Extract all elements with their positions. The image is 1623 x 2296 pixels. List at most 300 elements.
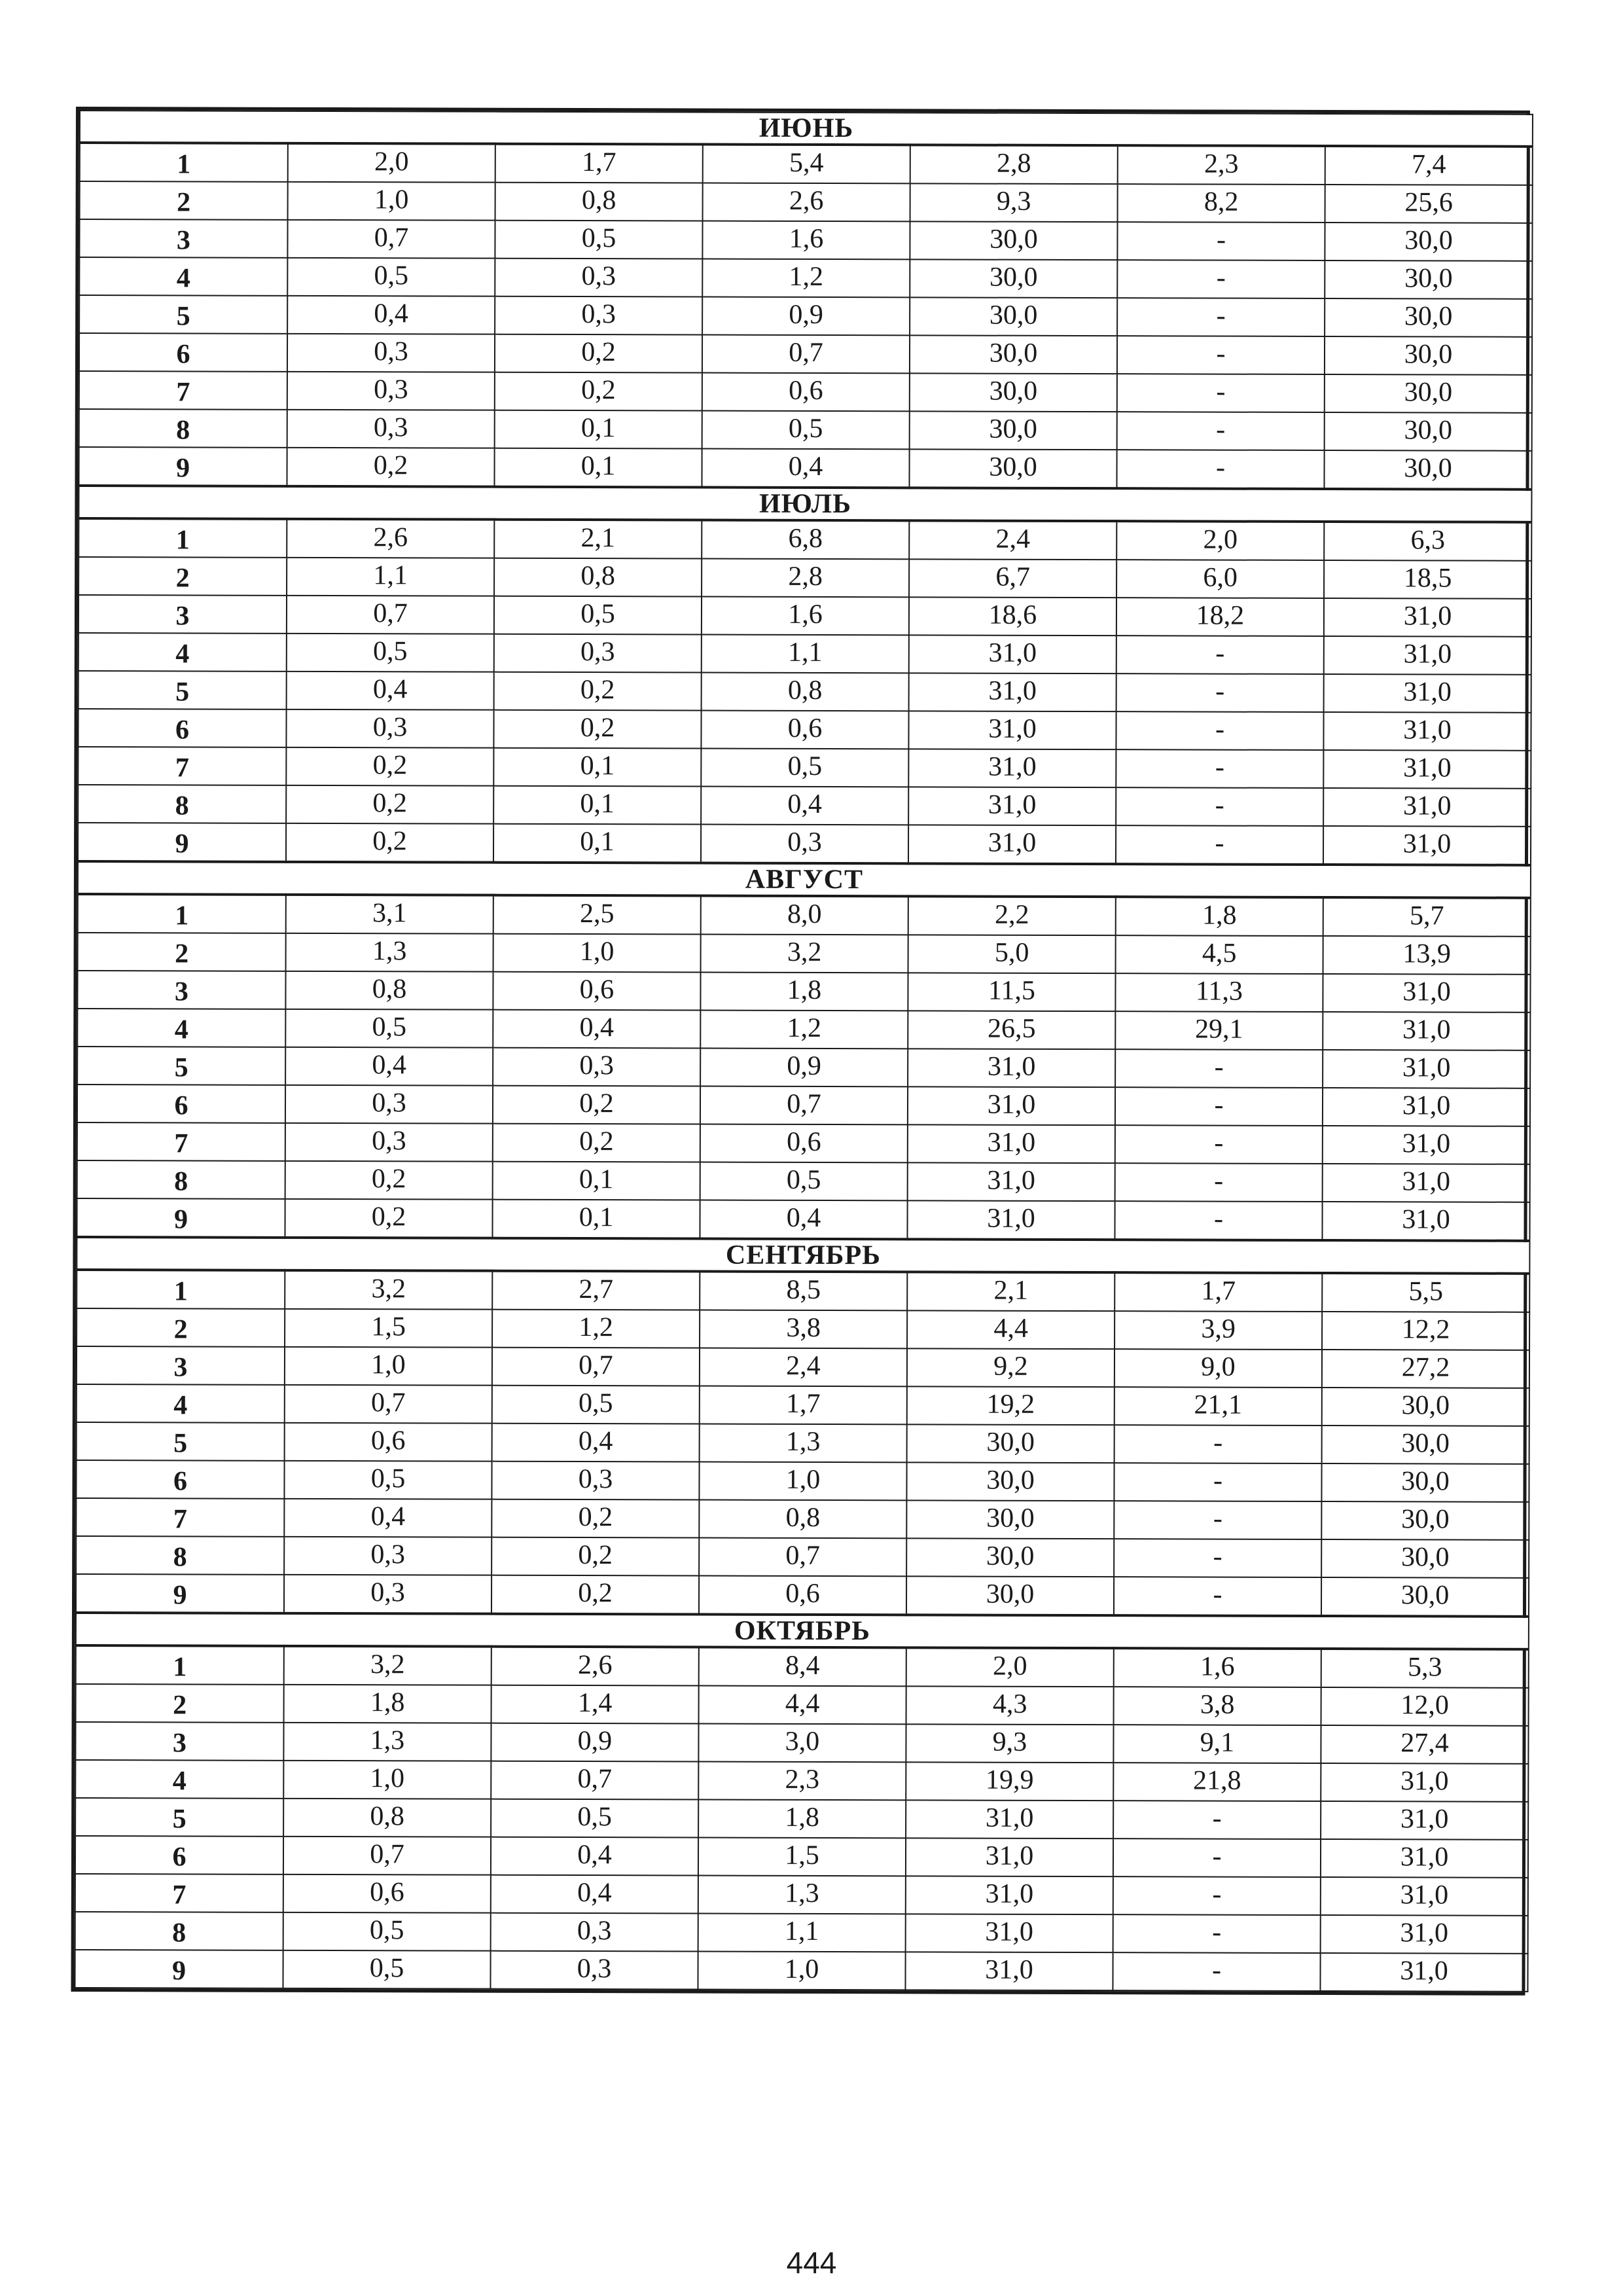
value-cell: 3,2	[701, 935, 908, 973]
value-cell: 31,0	[1323, 826, 1531, 865]
value-cell: 5,4	[703, 145, 910, 184]
table-row	[77, 1047, 1530, 1088]
value-cell: 1,1	[698, 1913, 906, 1952]
value-cell: 31,0	[1323, 712, 1531, 751]
value-cell: -	[1116, 787, 1323, 826]
value-cell: 31,0	[906, 1800, 1113, 1839]
row-number-cell: 4	[77, 1009, 285, 1047]
value-cell: 30,0	[907, 1424, 1115, 1463]
value-cell: 31,0	[908, 711, 1116, 749]
value-cell: 31,0	[1321, 1915, 1528, 1954]
value-cell: 1,3	[286, 933, 493, 972]
value-cell: -	[1113, 1801, 1321, 1839]
table-row	[77, 1308, 1529, 1350]
value-cell: 0,8	[495, 183, 703, 221]
value-cell: 0,3	[491, 1462, 699, 1500]
table-row	[75, 1912, 1528, 1954]
month-header-row	[78, 861, 1531, 898]
value-cell: 30,0	[906, 1576, 1114, 1615]
value-cell: 2,4	[700, 1348, 907, 1387]
value-cell: 0,7	[491, 1761, 698, 1800]
value-cell: -	[1114, 1463, 1321, 1501]
table-row	[75, 1950, 1527, 1992]
value-cell: -	[1114, 1577, 1321, 1616]
value-cell: 1,2	[492, 1310, 700, 1348]
value-cell: 1,7	[495, 144, 703, 183]
value-cell: 0,6	[700, 1124, 908, 1163]
row-number-cell: 1	[76, 1645, 284, 1685]
value-cell: 0,4	[493, 1010, 700, 1049]
value-cell: 31,0	[1322, 1202, 1529, 1241]
row-number-cell: 4	[75, 1760, 283, 1799]
row-number-cell: 4	[79, 633, 287, 672]
row-number-cell: 2	[80, 181, 288, 220]
value-cell: 0,3	[285, 1085, 493, 1124]
value-cell: 0,3	[284, 1575, 491, 1614]
value-cell: 0,6	[285, 1423, 492, 1462]
row-number-cell: 2	[76, 1684, 284, 1723]
table-row	[78, 933, 1531, 975]
row-number-cell: 9	[76, 1574, 284, 1613]
value-cell: -	[1113, 1952, 1320, 1991]
row-number-cell: 1	[80, 143, 288, 182]
value-cell: 30,0	[910, 221, 1117, 260]
value-cell: 2,1	[494, 520, 702, 559]
table-row	[80, 143, 1533, 185]
row-number-cell: 3	[79, 219, 287, 258]
value-cell: 31,0	[908, 1162, 1115, 1201]
value-cell: 0,7	[492, 1348, 700, 1386]
value-cell: 31,0	[908, 1124, 1115, 1163]
table-row	[75, 1836, 1528, 1878]
value-cell: 19,9	[906, 1762, 1113, 1801]
value-cell: 4,5	[1116, 935, 1323, 974]
value-cell: -	[1114, 1501, 1321, 1539]
value-cell: -	[1115, 1201, 1322, 1240]
monthly-data-table	[74, 110, 1533, 1992]
value-cell: 0,1	[495, 410, 702, 449]
value-cell: 31,0	[1323, 1126, 1530, 1164]
row-number-cell: 7	[75, 1874, 283, 1912]
value-cell: 0,8	[699, 1500, 906, 1539]
row-number-cell: 3	[77, 971, 285, 1009]
value-cell: 0,2	[491, 1499, 699, 1538]
value-cell: 1,3	[698, 1875, 906, 1914]
value-cell: -	[1113, 1839, 1321, 1877]
value-cell: 31,0	[1320, 1953, 1527, 1992]
month-header-row	[79, 486, 1531, 522]
row-number-cell: 5	[79, 671, 287, 709]
value-cell: -	[1117, 260, 1325, 298]
month-header-row	[77, 1237, 1529, 1274]
value-cell: 30,0	[1325, 260, 1532, 299]
value-cell: 31,0	[908, 749, 1116, 787]
value-cell: 18,2	[1116, 598, 1324, 636]
table-row	[79, 518, 1531, 561]
value-cell: 8,4	[699, 1647, 906, 1687]
value-cell: 0,2	[286, 747, 493, 786]
value-cell: 0,5	[283, 1912, 491, 1951]
value-cell: 2,7	[492, 1271, 700, 1310]
value-cell: 0,1	[493, 1162, 700, 1200]
value-cell: 26,5	[908, 1011, 1115, 1049]
value-cell: 9,0	[1115, 1349, 1322, 1388]
row-number-cell: 8	[78, 785, 286, 823]
value-cell: 0,5	[284, 1461, 491, 1499]
value-cell: 1,6	[702, 597, 909, 636]
value-cell: 3,2	[285, 1270, 492, 1310]
table-row	[79, 557, 1531, 599]
value-cell: 31,0	[907, 1200, 1115, 1240]
value-cell: -	[1116, 636, 1324, 674]
value-cell: 13,9	[1323, 936, 1531, 975]
value-cell: 0,3	[287, 410, 495, 448]
value-cell: 9,3	[910, 183, 1118, 222]
table-row	[79, 295, 1532, 337]
value-cell: 30,0	[1321, 1539, 1529, 1578]
value-cell: 31,0	[1323, 750, 1531, 789]
value-cell: 31,0	[906, 1914, 1113, 1952]
row-number-cell: 7	[76, 1498, 284, 1537]
value-cell: 1,5	[698, 1837, 906, 1876]
value-cell: 0,3	[495, 296, 702, 335]
value-cell: 1,0	[699, 1462, 906, 1501]
row-number-cell: 6	[76, 1460, 284, 1499]
value-cell: 31,0	[1323, 1012, 1530, 1050]
value-cell: 0,8	[702, 673, 909, 711]
value-cell: 0,8	[283, 1799, 491, 1837]
value-cell: -	[1115, 1425, 1322, 1463]
value-cell: 0,6	[283, 1874, 491, 1913]
value-cell: 31,0	[909, 673, 1116, 711]
value-cell: 25,6	[1325, 185, 1533, 223]
value-cell: 30,0	[906, 1500, 1114, 1539]
value-cell: 8,0	[701, 896, 908, 935]
value-cell: 9,1	[1113, 1725, 1321, 1763]
value-cell: 31,0	[906, 1838, 1113, 1876]
value-cell: -	[1114, 1539, 1321, 1577]
value-cell: 0,3	[495, 259, 702, 297]
value-cell: 5,5	[1322, 1273, 1529, 1312]
value-cell: 1,0	[283, 1761, 491, 1799]
value-cell: 7,4	[1325, 146, 1533, 185]
value-cell: 0,2	[493, 710, 701, 749]
value-cell: 1,8	[700, 973, 908, 1011]
value-cell: 0,3	[493, 1048, 700, 1086]
value-cell: 2,6	[287, 519, 494, 558]
value-cell: 0,5	[495, 221, 702, 259]
value-cell: 31,0	[1323, 1088, 1530, 1126]
row-number-cell: 5	[75, 1798, 283, 1837]
value-cell: -	[1115, 1125, 1323, 1164]
value-cell: -	[1115, 1163, 1323, 1202]
value-cell: 30,0	[906, 1462, 1114, 1501]
value-cell: 12,2	[1322, 1312, 1529, 1350]
value-cell: -	[1115, 1087, 1323, 1126]
value-cell: 21,1	[1115, 1387, 1322, 1426]
table-row	[78, 785, 1531, 827]
month-title: СЕНТЯБРЬ	[77, 1237, 1529, 1274]
value-cell: 0,8	[285, 971, 493, 1010]
value-cell: 31,0	[1324, 674, 1531, 713]
value-cell: 30,0	[910, 335, 1117, 374]
row-number-cell: 6	[78, 709, 286, 747]
value-cell: 1,0	[285, 1347, 492, 1386]
value-cell: 0,4	[492, 1424, 700, 1462]
value-cell: 30,0	[909, 449, 1116, 488]
value-cell: 30,0	[1325, 374, 1532, 413]
monthly-data-table-frame	[71, 107, 1530, 1996]
value-cell: 0,7	[700, 1086, 908, 1125]
value-cell: -	[1116, 711, 1323, 750]
month-title: АВГУСТ	[78, 861, 1531, 898]
value-cell: 2,6	[491, 1647, 699, 1686]
table-row	[78, 823, 1531, 865]
value-cell: 31,0	[906, 1876, 1113, 1914]
value-cell: 1,6	[702, 221, 910, 260]
value-cell: 31,0	[905, 1952, 1113, 1990]
value-cell: 30,0	[1322, 1388, 1529, 1426]
value-cell: 0,4	[287, 672, 494, 710]
table-row	[79, 333, 1532, 375]
value-cell: -	[1116, 673, 1324, 712]
table-row	[79, 447, 1531, 490]
value-cell: 21,8	[1113, 1763, 1321, 1801]
page-number: 444	[786, 2246, 837, 2280]
value-cell: 0,6	[701, 711, 908, 749]
value-cell: 0,3	[287, 334, 495, 372]
row-number-cell: 9	[78, 823, 286, 862]
row-number-cell: 3	[75, 1722, 283, 1761]
table-row	[76, 1684, 1529, 1726]
row-number-cell: 9	[79, 447, 287, 486]
table-row	[79, 371, 1532, 413]
value-cell: 1,1	[287, 558, 494, 596]
value-cell: 0,2	[285, 1161, 493, 1200]
value-cell: 0,7	[287, 596, 494, 634]
value-cell: 0,2	[286, 785, 493, 824]
value-cell: 30,0	[910, 297, 1117, 336]
row-number-cell: 5	[79, 295, 287, 334]
row-number-cell: 2	[78, 933, 286, 971]
value-cell: -	[1113, 1914, 1321, 1953]
row-number-cell: 8	[75, 1912, 283, 1950]
row-number-cell: 6	[79, 333, 287, 372]
value-cell: 11,5	[908, 973, 1115, 1011]
value-cell: -	[1117, 336, 1325, 374]
value-cell: 0,5	[287, 258, 495, 296]
value-cell: 0,5	[287, 634, 494, 672]
value-cell: 0,4	[491, 1837, 698, 1876]
value-cell: 0,3	[287, 372, 495, 410]
table-row	[78, 894, 1531, 937]
row-number-cell: 6	[75, 1836, 283, 1874]
value-cell: 31,0	[1321, 1801, 1528, 1840]
value-cell: 30,0	[906, 1538, 1114, 1577]
value-cell: 0,6	[493, 972, 700, 1011]
value-cell: 0,5	[285, 1009, 493, 1048]
value-cell: 5,7	[1323, 897, 1531, 937]
value-cell: 1,1	[702, 635, 909, 673]
value-cell: 0,2	[491, 1575, 699, 1615]
table-row	[75, 1798, 1528, 1840]
table-row	[77, 1122, 1530, 1164]
value-cell: 1,7	[700, 1386, 907, 1425]
value-cell: -	[1115, 1049, 1323, 1088]
value-cell: 3,0	[698, 1723, 906, 1762]
value-cell: 0,5	[494, 596, 702, 635]
table-row	[77, 1085, 1530, 1126]
value-cell: -	[1117, 374, 1325, 412]
table-row	[77, 971, 1530, 1013]
value-cell: 3,8	[700, 1310, 907, 1349]
value-cell: 1,5	[285, 1309, 492, 1348]
value-cell: 1,6	[1114, 1648, 1321, 1687]
row-number-cell: 6	[77, 1085, 285, 1123]
value-cell: 0,3	[285, 1123, 493, 1162]
row-number-cell: 2	[79, 557, 287, 596]
row-number-cell: 4	[79, 257, 287, 296]
value-cell: 0,4	[285, 1047, 493, 1086]
value-cell: 2,6	[703, 183, 910, 222]
value-cell: 30,0	[910, 259, 1117, 298]
value-cell: 1,8	[698, 1799, 906, 1838]
value-cell: 6,3	[1324, 522, 1531, 561]
value-cell: 30,0	[1325, 412, 1532, 451]
value-cell: 0,4	[284, 1499, 491, 1537]
value-cell: 31,0	[1324, 636, 1531, 675]
value-cell: 0,4	[287, 296, 495, 334]
value-cell: 0,4	[700, 1200, 907, 1240]
table-row	[78, 709, 1531, 751]
value-cell: 3,9	[1115, 1311, 1322, 1350]
value-cell: 0,4	[702, 449, 909, 488]
value-cell: 0,5	[702, 411, 910, 450]
value-cell: 0,1	[493, 748, 701, 787]
value-cell: 0,5	[283, 1950, 490, 1989]
month-header-row	[80, 111, 1533, 147]
table-row	[76, 1645, 1529, 1688]
value-cell: 30,0	[1322, 1426, 1529, 1464]
value-cell: 3,8	[1114, 1687, 1321, 1725]
value-cell: 2,1	[907, 1272, 1115, 1311]
row-number-cell: 3	[79, 595, 287, 634]
value-cell: 31,0	[909, 635, 1116, 673]
row-number-cell: 4	[77, 1384, 285, 1423]
value-cell: 0,7	[285, 1385, 492, 1424]
value-cell: 1,4	[491, 1685, 699, 1724]
value-cell: 0,7	[283, 1837, 491, 1875]
row-number-cell: 5	[77, 1422, 285, 1461]
month-title: ИЮНЬ	[80, 111, 1533, 147]
value-cell: 30,0	[1325, 223, 1532, 261]
value-cell: 0,9	[702, 297, 910, 336]
table-row	[79, 257, 1532, 299]
value-cell: 1,8	[284, 1685, 491, 1723]
month-title: ИЮЛЬ	[79, 486, 1531, 522]
value-cell: 5,0	[908, 935, 1116, 973]
value-cell: 19,2	[907, 1386, 1115, 1425]
row-number-cell: 2	[77, 1308, 285, 1347]
table-row	[77, 1270, 1529, 1312]
value-cell: 1,7	[1115, 1272, 1322, 1312]
value-cell: 2,8	[910, 145, 1118, 184]
value-cell: 30,0	[910, 411, 1117, 450]
value-cell: 27,4	[1321, 1725, 1528, 1764]
value-cell: 0,7	[287, 220, 495, 259]
table-row	[77, 1160, 1530, 1202]
value-cell: 8,5	[700, 1272, 907, 1311]
value-cell: 0,2	[493, 1124, 700, 1162]
value-cell: 2,3	[1118, 145, 1325, 185]
value-cell: 5,3	[1321, 1649, 1529, 1688]
value-cell: 1,0	[288, 182, 495, 221]
value-cell: 6,0	[1116, 560, 1324, 598]
value-cell: 0,7	[699, 1538, 906, 1577]
row-number-cell: 7	[79, 371, 287, 410]
value-cell: 0,6	[699, 1576, 906, 1615]
value-cell: 2,0	[906, 1647, 1114, 1687]
row-number-cell: 9	[77, 1198, 285, 1238]
row-number-cell: 8	[79, 409, 287, 448]
value-cell: 0,5	[491, 1799, 698, 1838]
value-cell: 11,3	[1115, 973, 1323, 1012]
value-cell: 0,9	[491, 1723, 698, 1762]
value-cell: 1,2	[702, 259, 910, 298]
value-cell: 1,0	[493, 934, 701, 973]
table-row	[77, 1346, 1529, 1388]
value-cell: 2,4	[909, 520, 1116, 560]
table-row	[75, 1722, 1528, 1764]
value-cell: 8,2	[1118, 184, 1325, 223]
table-body	[75, 111, 1533, 1992]
value-cell: 31,0	[1323, 974, 1530, 1013]
value-cell: 4,4	[699, 1685, 906, 1724]
value-cell: -	[1117, 298, 1325, 336]
value-cell: 0,7	[702, 335, 910, 374]
value-cell: 2,3	[698, 1761, 906, 1800]
table-row	[79, 671, 1531, 713]
value-cell: 9,2	[907, 1348, 1115, 1387]
value-cell: -	[1117, 222, 1325, 260]
value-cell: 3,2	[284, 1646, 491, 1685]
table-row	[80, 181, 1533, 223]
table-row	[78, 747, 1531, 789]
value-cell: 0,2	[495, 334, 702, 373]
value-cell: 31,0	[908, 1049, 1115, 1087]
value-cell: 31,0	[1321, 1877, 1528, 1916]
table-row	[75, 1760, 1528, 1802]
value-cell: 0,3	[284, 1537, 491, 1575]
value-cell: 31,0	[908, 787, 1116, 825]
value-cell: 6,7	[909, 559, 1116, 598]
value-cell: 0,2	[495, 372, 702, 411]
table-row	[75, 1874, 1528, 1916]
value-cell: 30,0	[910, 373, 1117, 412]
value-cell: 2,8	[702, 559, 909, 598]
value-cell: 31,0	[1321, 1763, 1528, 1802]
value-cell: -	[1116, 450, 1324, 489]
table-row	[76, 1536, 1529, 1578]
value-cell: 0,4	[701, 787, 908, 825]
value-cell: -	[1113, 1876, 1321, 1915]
value-cell: 6,8	[702, 520, 909, 560]
table-row	[76, 1574, 1529, 1617]
value-cell: 0,1	[493, 824, 701, 863]
value-cell: 9,3	[906, 1724, 1113, 1763]
value-cell: 0,6	[702, 373, 910, 412]
value-cell: 2,0	[1116, 521, 1324, 560]
